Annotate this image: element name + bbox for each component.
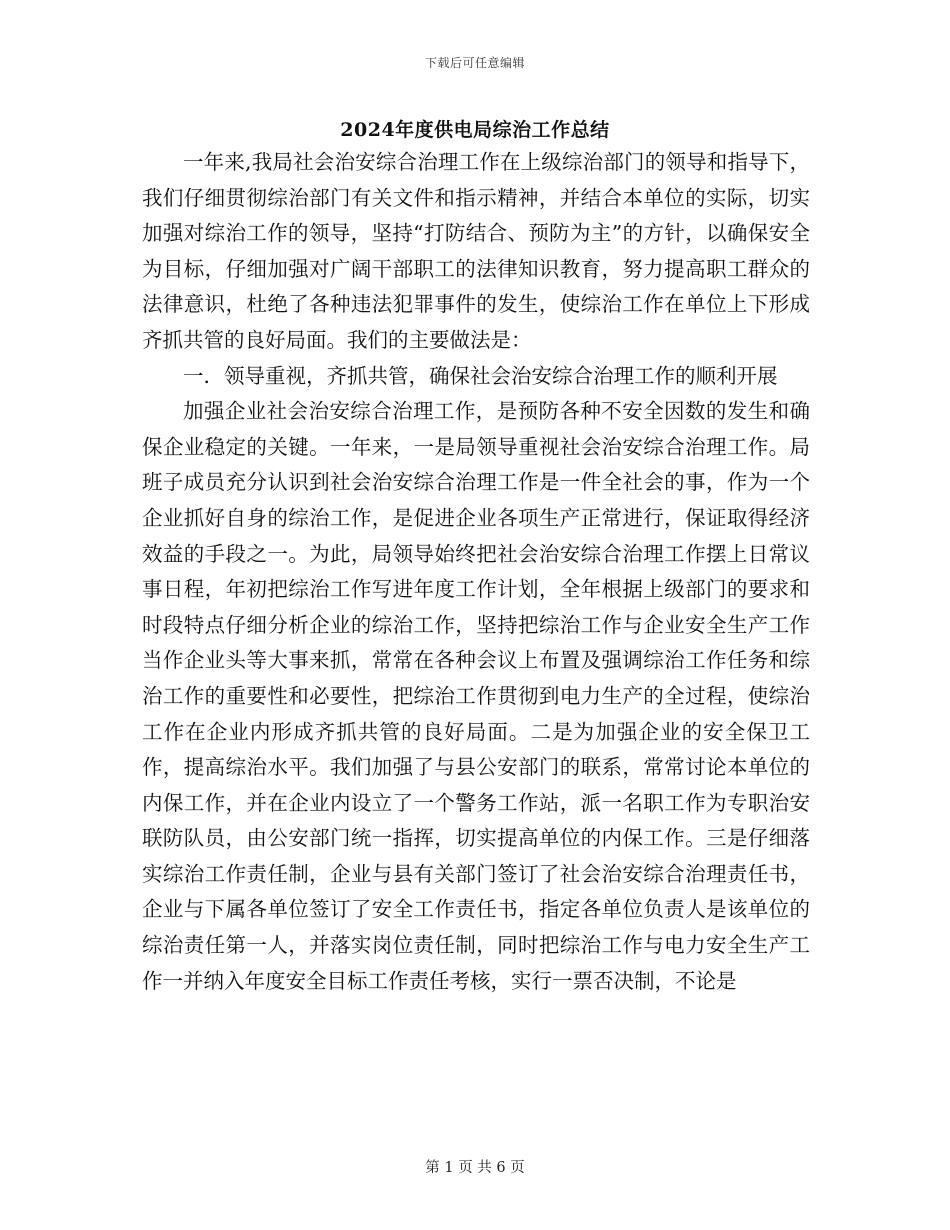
header-note: 下载后可任意编辑 bbox=[424, 56, 525, 70]
document-title: 2024年度供电局综治工作总结 bbox=[340, 119, 610, 141]
body-paragraph-section-heading: 一．领导重视，齐抓共管，确保社会治安综合治理工作的顺利开展 bbox=[183, 363, 778, 388]
body-paragraph-intro: 一年来,我局社会治安综合治理工作在上级综治部门的领导和指导下，我们仔细贯彻综治部门有关文件和指示精神，并结合本单位的实际，切实加强对综治工作的领导，坚持“打防结合、预防为主”的方针，以确保安全为目标，仔细加强对广阔干部职工的法律知识教育，努力提高职工群众的法律意识，杜绝了各种违法犯罪事件的发生，使综治工作在单位上下形成齐抓共管的良好局面。我们的主要做法是： bbox=[142, 150, 810, 352]
document-body bbox=[142, 145, 810, 999]
page-indicator: 第 1 页 共 6 页 bbox=[425, 1160, 525, 1176]
body-paragraph-main: 加强企业社会治安综合治理工作，是预防各种不安全因数的发生和确保企业稳定的关键。一年来，一是局领导重视社会治安综合治理工作。局班子成员充分认识到社会治安综合治理工作是一件全社会的事，作为一个企业抓好自身的综治工作，是促进企业各项生产正常进行，保证取得经济效益的手段之一。为此，局领导始终把社会治安综合治理工作摆上日常议事日程，年初把综治工作写进年度工作计划，全年根据上级部门的要求和时段特点仔细分析企业的综治工作，坚持把综治工作与企业安全生产工作当作企业头等大事来抓，常常在各种会议上布置及强调综治工作任务和综治工作的重要性和必要性，把综治工作贯彻到电力生产的全过程，使综治工作在企业内形成齐抓共管的良好局面。二是为加强企业的安全保卫工作，提高综治水平。我们加强了与县公安部门的联系，常常讨论本单位的内保工作，并在企业内设立了一个警务工作站，派一名职工作为专职治安联防队员，由公安部门统一指挥，切实提高单位的内保工作。三是仔细落实综治工作责任制，企业与县有关部门签订了社会治安综合治理责任书，企业与下属各单位签订了安全工作责任书，指定各单位负责人是该单位的综治责任第一人，并落实岗位责任制，同时把综治工作与电力安全生产工作一并纳入年度安全目标工作责任考核，实行一票否决制，不论是 bbox=[142, 399, 810, 993]
